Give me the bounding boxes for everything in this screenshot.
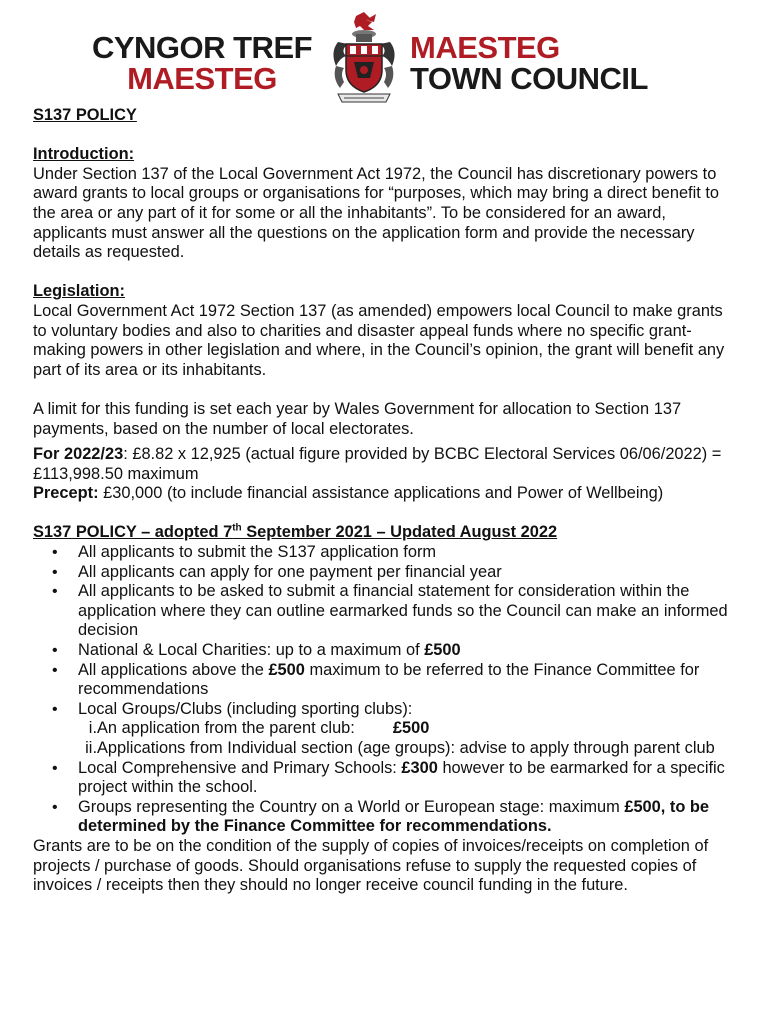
year-label: For 2022/23 <box>33 445 124 464</box>
policy-heading-sup: th <box>232 523 242 534</box>
precept-line <box>33 484 733 504</box>
charities-amount: £500 <box>424 641 461 660</box>
referral-amount: £500 <box>268 660 305 679</box>
sub-list <box>78 719 733 758</box>
list-item <box>33 798 733 837</box>
introduction-paragraph: Under Section 137 of the Local Government Act 1972, the Council has discretionary powers to award grants to local groups or organisations for “purposes, which may bring a direct benefit to the area or any part of it for some or all the inhabitants”. To be considered for an award, applicants must answer all the questions on the application form and provide the necessary details as requested. <box>33 164 720 262</box>
precept-text: £30,000 (to include financial assistance applications and Power of Wellbeing) <box>98 484 664 503</box>
closing-paragraph: Grants are to be on the condition of the supply of copies of invoices/receipts on completion of projects / purchase of goods. Should organisations refuse to supply the requested copies of invoices / receipts then they should no longer receive council funding in the future. <box>33 836 709 895</box>
list-item: • All applicants to be asked to submit a financial statement for consideration within the application where they can outline earmarked funds so the Council can make an informed decision <box>33 582 733 641</box>
list-item <box>33 700 733 759</box>
groups-clubs-text: Local Groups/Clubs (including sporting clubs): <box>78 699 413 718</box>
welsh-name-line1: CYNGOR TREF <box>91 30 313 65</box>
charities-text: National & Local Charities: up to a maximum of <box>78 641 425 660</box>
list-item: • All applicants can apply for one payment per financial year <box>33 563 733 583</box>
sub-item-text: Applications from Individual section (age groups): advise to apply through parent club <box>97 739 715 757</box>
precept-label: Precept: <box>33 484 99 503</box>
sub-item-number: ii. <box>85 739 97 757</box>
list-item: • All applicants to submit the S137 application form <box>33 543 733 563</box>
policy-heading-post: September 2021 – Updated August 2022 <box>241 523 558 542</box>
policy-heading-pre: S137 POLICY – adopted 7 <box>33 523 233 542</box>
policy-list <box>33 543 733 837</box>
letterhead <box>0 12 770 112</box>
introduction-heading: Introduction: <box>33 145 135 164</box>
policy-document <box>33 106 733 896</box>
sub-list-item <box>33 719 733 739</box>
legislation-paragraph: Local Government Act 1972 Section 137 (as amended) empowers local Council to make grants to voluntary bodies and also to charities and disaster appeal funds where no specific grant-making powers in other legislation and where, in the Council’s opinion, the grant will benefit any part of its area or its inhabitants. <box>33 301 725 379</box>
country-groups-amount: £500, to be determined by the Finance Committee for recommendations. <box>78 797 710 836</box>
sub-item-text: An application from the parent club: <box>97 719 355 738</box>
schools-text-post: however to be earmarked for a specific project within the school. <box>78 758 725 797</box>
welsh-name-line2: MAESTEG <box>127 61 277 96</box>
referral-text-pre: All applications above the <box>78 660 269 679</box>
document-title: S137 POLICY <box>33 106 137 124</box>
year-calculation <box>33 445 733 484</box>
welsh-council-name <box>86 32 318 94</box>
sub-list-item <box>33 739 733 759</box>
list-item <box>33 641 733 661</box>
english-council-name <box>410 32 648 94</box>
town-crest-icon <box>326 12 402 108</box>
schools-text-pre: Local Comprehensive and Primary Schools: <box>78 758 402 777</box>
referral-text-post: maximum to be referred to the Finance Committee for recommendations <box>78 660 700 699</box>
year-calculation-text: : £8.82 x 12,925 (actual figure provided by BCBC Electoral Services 06/06/2022) = £113,998.50 maximum <box>33 445 722 483</box>
legislation-heading: Legislation: <box>33 282 125 301</box>
sub-item-number: i. <box>88 719 97 738</box>
english-name-line1: MAESTEG <box>410 30 560 65</box>
parent-club-amount: £500 <box>392 719 430 738</box>
funding-limit-paragraph: A limit for this funding is set each year by Wales Government for allocation to Section 137 payments, based on the number of local electorates. <box>33 399 682 438</box>
schools-amount: £300 <box>401 758 438 777</box>
policy-heading <box>33 523 733 543</box>
list-item <box>33 759 733 798</box>
list-item <box>33 661 733 700</box>
country-groups-text: Groups representing the Country on a World or European stage: maximum <box>78 797 625 816</box>
english-name-line2: TOWN COUNCIL <box>410 61 648 96</box>
